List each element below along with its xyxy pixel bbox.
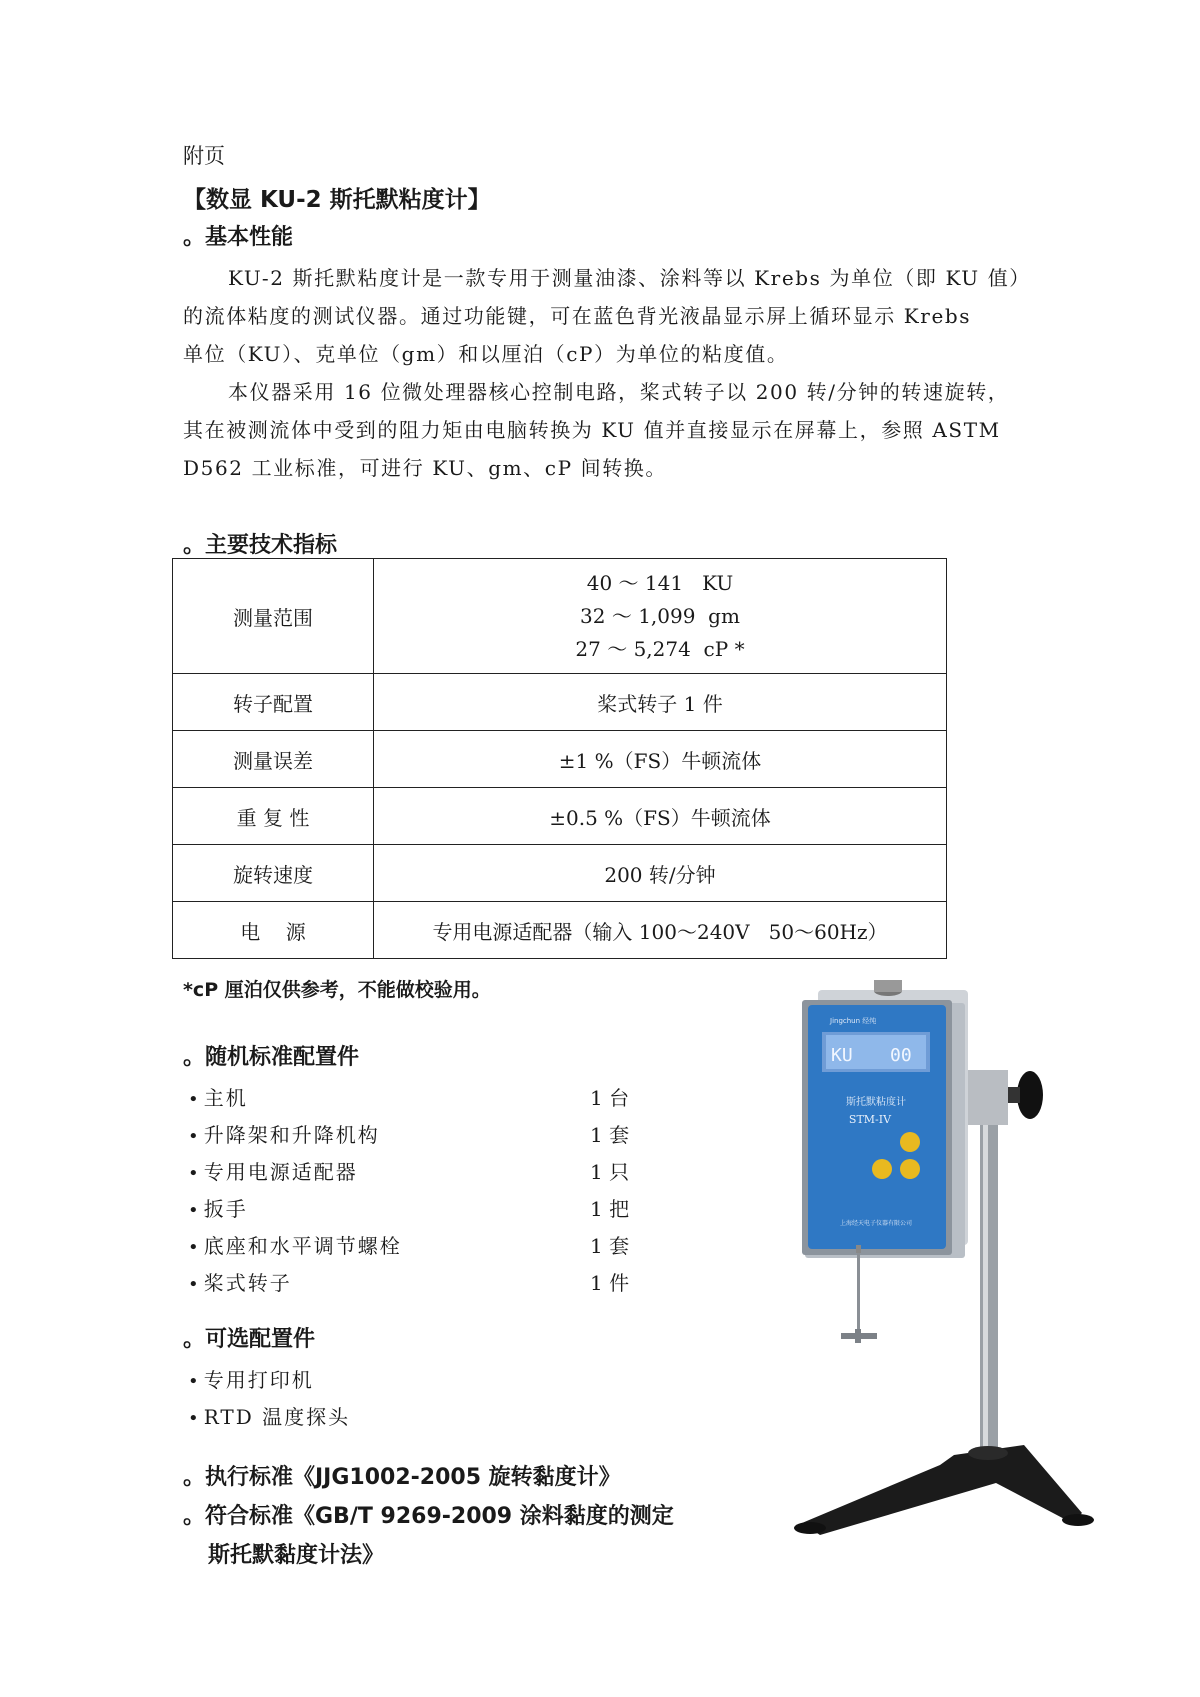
specs-table (172, 558, 947, 959)
spec-value: 专用电源适配器（输入 100～240V 50～60Hz） (374, 902, 947, 959)
item-qty: 1 套 (590, 1234, 630, 1258)
bullet: • (188, 1200, 199, 1221)
spec-row (173, 902, 947, 959)
spec-label: 转子配置 (173, 674, 374, 731)
list-item (188, 1230, 402, 1259)
viscometer-image (740, 975, 1100, 1595)
spec-label: 测量误差 (173, 731, 374, 788)
page-title: 【数显 KU-2 斯托默粘度计】 (183, 187, 491, 213)
bullet: • (188, 1371, 199, 1392)
model-label: STM-IV (848, 1113, 892, 1126)
bullet: • (188, 1163, 199, 1184)
item-name: 底座和水平调节螺栓 (203, 1234, 402, 1258)
performance-line-4: 本仪器采用 16 位微处理器核心控制电路，桨式转子以 200 转/分钟的转速旋转， (228, 380, 1010, 404)
func-button[interactable] (900, 1132, 920, 1152)
list-item (188, 1364, 314, 1393)
performance-heading: 。基本性能 (183, 225, 294, 250)
item-qty: 1 只 (590, 1160, 630, 1184)
item-name: 专用打印机 (203, 1368, 314, 1392)
clamp (966, 1070, 1008, 1125)
item-qty: 1 套 (590, 1123, 630, 1147)
list-item (188, 1082, 248, 1111)
bullet: • (188, 1126, 199, 1147)
bullet: • (188, 1408, 199, 1429)
performance-line-3: 单位（KU）、克单位（gm）和以厘泊（cP）为单位的粘度值。 (183, 342, 789, 366)
item-qty: 1 把 (590, 1197, 630, 1221)
stand-column (980, 1125, 998, 1460)
spec-row (173, 731, 947, 788)
appendix-label: 附页 (183, 144, 225, 168)
item-qty: 1 台 (590, 1086, 630, 1110)
stand-base (802, 1445, 1082, 1535)
performance-line-1: KU-2 斯托默粘度计是一款专用于测量油漆、涂料等以 Krebs 为单位（即 KU 值） (228, 266, 1031, 290)
item-name: 主机 (203, 1086, 248, 1110)
spec-row (173, 559, 947, 674)
spec-label: 旋转速度 (173, 845, 374, 902)
spec-value: 200 转/分钟 (374, 845, 947, 902)
spec-label: 测量范围 (173, 559, 374, 674)
item-name: 升降架和升降机构 (203, 1123, 380, 1147)
performance-line-2: 的流体粘度的测试仪器。通过功能键，可在蓝色背光液晶显示屏上循环显示 Krebs (183, 304, 972, 328)
spec-value: 桨式转子 1 件 (374, 674, 947, 731)
spec-value: ±1 %（FS）牛顿流体 (374, 731, 947, 788)
rotor-shaft (857, 1253, 860, 1333)
maker-text: 上海经天电子仪器有限公司 (839, 1220, 913, 1227)
lcd-value: 00 (890, 1045, 912, 1066)
list-item (188, 1156, 358, 1185)
spec-label: 电 源 (173, 902, 374, 959)
list-item (188, 1401, 350, 1430)
spec-label: 重 复 性 (173, 788, 374, 845)
spec-value-line: 40 ～ 141 KU (586, 570, 734, 595)
specs-heading: 。主要技术指标 (183, 533, 338, 558)
list-item (188, 1267, 292, 1296)
item-name: RTD 温度探头 (203, 1405, 351, 1429)
item-name: 扳手 (203, 1197, 248, 1221)
panel-title: 斯托默粘度计 (846, 1097, 906, 1108)
standard-line-2: 。符合标准《GB/T 9269-2009 涂料黏度的测定 (183, 1504, 674, 1529)
list-item (188, 1193, 248, 1222)
lcd-unit: KU (831, 1045, 853, 1066)
unit-button[interactable] (900, 1159, 920, 1179)
bullet: • (188, 1274, 199, 1295)
spec-value: ±0.5 %（FS）牛顿流体 (374, 788, 947, 845)
list-item (188, 1119, 380, 1148)
spec-row (173, 674, 947, 731)
item-qty: 1 件 (590, 1271, 630, 1295)
performance-line-5: 其在被测流体中受到的阻力矩由电脑转换为 KU 值并直接显示在屏幕上，参照 ASTM (183, 418, 1001, 442)
brand-text: Jingchun 经纯 (830, 1017, 877, 1025)
spec-value-line: 27 ～ 5,274 cP * (575, 636, 745, 661)
optional-parts-heading: 。可选配置件 (183, 1327, 316, 1352)
item-name: 桨式转子 (203, 1271, 292, 1295)
spec-value (374, 559, 947, 674)
bullet: • (188, 1089, 199, 1110)
standard-parts-heading: 。随机标准配置件 (183, 1045, 360, 1070)
standard-line-1: 。执行标准《JJG1002-2005 旋转黏度计》 (183, 1465, 621, 1490)
mode-button[interactable] (872, 1159, 892, 1179)
spec-value-line: 32 ～ 1,099 gm (580, 603, 740, 628)
spec-row (173, 788, 947, 845)
performance-line-6: D562 工业标准，可进行 KU、gm、cP 间转换。 (183, 456, 667, 480)
specs-note: *cP 厘泊仅供参考，不能做校验用。 (183, 979, 491, 1001)
item-name: 专用电源适配器 (203, 1160, 358, 1184)
knob-icon (1017, 1071, 1043, 1119)
standard-line-3: 斯托默黏度计法》 (208, 1543, 385, 1568)
spec-row (173, 845, 947, 902)
bullet: • (188, 1237, 199, 1258)
